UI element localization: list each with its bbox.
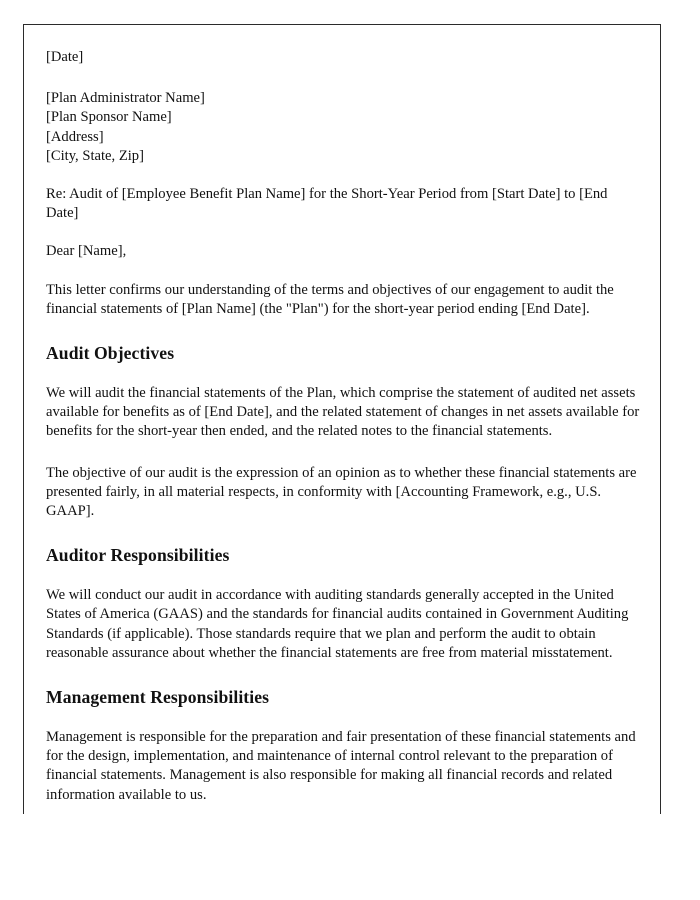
audit-objectives-paragraph-2: The objective of our audit is the expression of an opinion as to whether these financial statements are presented fairly, in all material respects, in conformity with [Accounting Framework, e.g., U.S. GAAP]. (46, 464, 637, 520)
spacer (46, 566, 642, 586)
audit-objectives-paragraph-1: We will audit the financial statements of the Plan, which comprise the statement of audited net assets available for benefits as of [End Date], and the related statement of changes in net assets available for benefits for the short-year then ended, and the related notes to the financial statements. (46, 385, 640, 440)
subject-line: Re: Audit of [Employee Benefit Plan Name] for the Short-Year Period from [Start Date] to [End Date] (46, 186, 608, 222)
document-body (46, 48, 642, 805)
recipient-line: [Plan Sponsor Name] (46, 109, 172, 126)
recipient-address-block (46, 89, 642, 166)
spacer (46, 364, 642, 384)
letter-date: [Date] (46, 49, 84, 65)
spacer (46, 442, 642, 464)
section-heading-auditor-responsibilities: Auditor Responsibilities (46, 545, 230, 566)
recipient-line: [City, State, Zip] (46, 147, 144, 164)
section-heading-management-responsibilities: Management Responsibilities (46, 687, 270, 708)
section-heading-audit-objectives: Audit Objectives (46, 343, 175, 364)
spacer (46, 262, 642, 281)
spacer (46, 319, 642, 343)
spacer (46, 521, 642, 545)
spacer (46, 663, 642, 687)
salutation: Dear [Name], (46, 243, 127, 260)
recipient-line: [Address] (46, 128, 104, 145)
spacer (46, 67, 642, 89)
document-page (23, 24, 661, 814)
management-responsibilities-paragraph-1: Management is responsible for the preparation and fair presentation of these financial statements and for the design, implementation, and maintenance of internal control relevant to the preparation of financial statements. Management is also responsible for making all financial records and related information available to us. (46, 729, 636, 803)
spacer (46, 708, 642, 728)
spacer (46, 223, 642, 242)
spacer (46, 166, 642, 185)
auditor-responsibilities-paragraph-1: We will conduct our audit in accordance with auditing standards generally accepted in the United States of America (GAAS) and the standards for financial audits contained in Government Auditing Standards (if applicable). Those standards require that we plan and perform the audit to obtain reasonable assurance about whether the financial statements are free from material misstatement. (46, 587, 629, 661)
recipient-line: [Plan Administrator Name] (46, 90, 205, 107)
intro-paragraph: This letter confirms our understanding of the terms and objectives of our engagement to audit the financial statements of [Plan Name] (the "Plan") for the short-year period ending [End Date]. (46, 281, 614, 317)
